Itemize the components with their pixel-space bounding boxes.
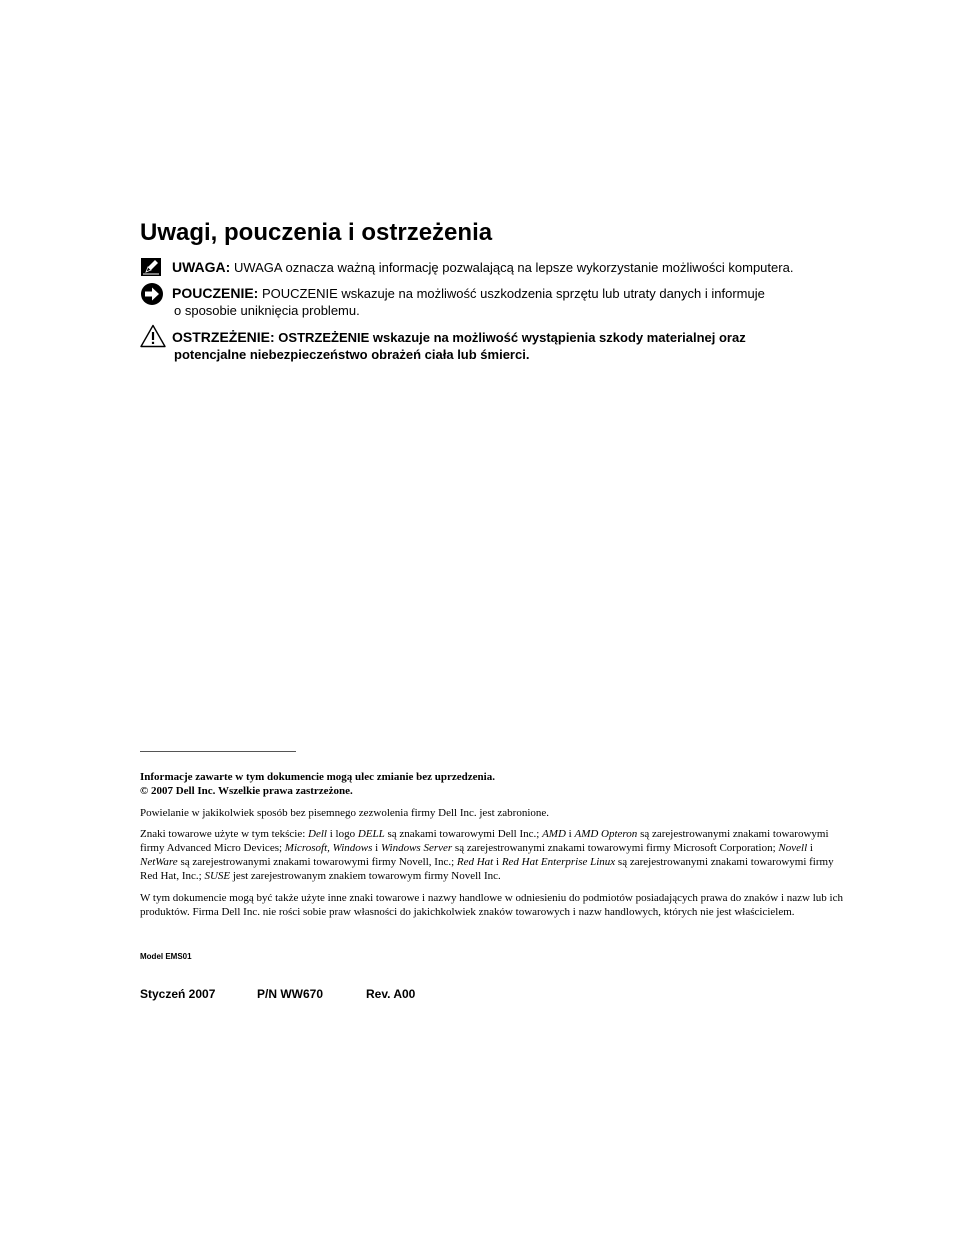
page-title: Uwagi, pouczenia i ostrzeżenia [140,219,493,246]
notice-label: POUCZENIE: [172,285,259,301]
note-label: UWAGA: [172,259,231,275]
note-pencil-icon [140,257,162,281]
footer-date: Styczeń 2007 [140,987,216,1001]
footer-revision: Rev. A00 [366,987,416,1001]
warning-text-line1: OSTRZEŻENIE wskazuje na możliwość wystąpienia szkody materialnej oraz [278,330,746,345]
warning-triangle-icon [140,324,166,352]
note-text: UWAGA oznacza ważną informację pozwalającą na lepsze wykorzystanie możliwości komputera. [233,260,794,275]
warning-text-line2: potencjalne niebezpieczeństwo obrażeń ciała lub śmierci. [174,347,530,362]
copyright-line: © 2007 Dell Inc. Wszelkie prawa zastrzeżone. [140,785,353,797]
change-notice-line1: Informacje zawarte w tym dokumencie mogą ulec zmianie bez uprzedzenia. [140,771,495,783]
notice-text-line2: o sposobie uniknięcia problemu. [174,303,360,318]
trademarks-paragraph: Znaki towarowe użyte w tym tekście: Dell i logo DELL są znakami towarowymi Dell Inc.; AMD i AMD Opteron są zarejestrowanymi znakami towarowymi firmy Advanced Micro Devices; Microsoft, Windows i Windows Server są zarejestrowanymi znakami towarowymi firmy Microsoft Corporation; Novell i NetWare są zarejestrowanymi znakami towarowymi firmy Novell, Inc.; Red Hat i Red Hat Enterprise Linux są zarejestrowanymi znakami towarowymi firmy Red Hat, Inc.; SUSE jest zarejestrowanym znakiem towarowym firmy Novell Inc. [140,828,834,882]
reproduction-notice: Powielanie w jakikolwiek sposób bez pisemnego zezwolenia firmy Dell Inc. jest zabronione. [140,807,550,819]
notice-arrow-icon [140,282,164,310]
model-number: Model EMS01 [140,952,192,961]
footer-part-number: P/N WW670 [257,987,324,1001]
divider [140,751,296,752]
change-notice [140,770,845,798]
warning-label: OSTRZEŻENIE: [172,329,275,345]
other-trademarks-paragraph: W tym dokumencie mogą być także użyte inne znaki towarowe i nazwy handlowe w odniesieniu do podmiotów posiadających prawa do znaków i nazw lub ich produktów. Firma Dell Inc. nie rości sobie praw własności do jakichkolwiek znaków towarowych i nazw handlowych, których nie jest właścicielem. [140,892,843,918]
notice-text-line1: POUCZENIE wskazuje na możliwość uszkodzenia sprzętu lub utraty danych i informuje [261,286,765,301]
